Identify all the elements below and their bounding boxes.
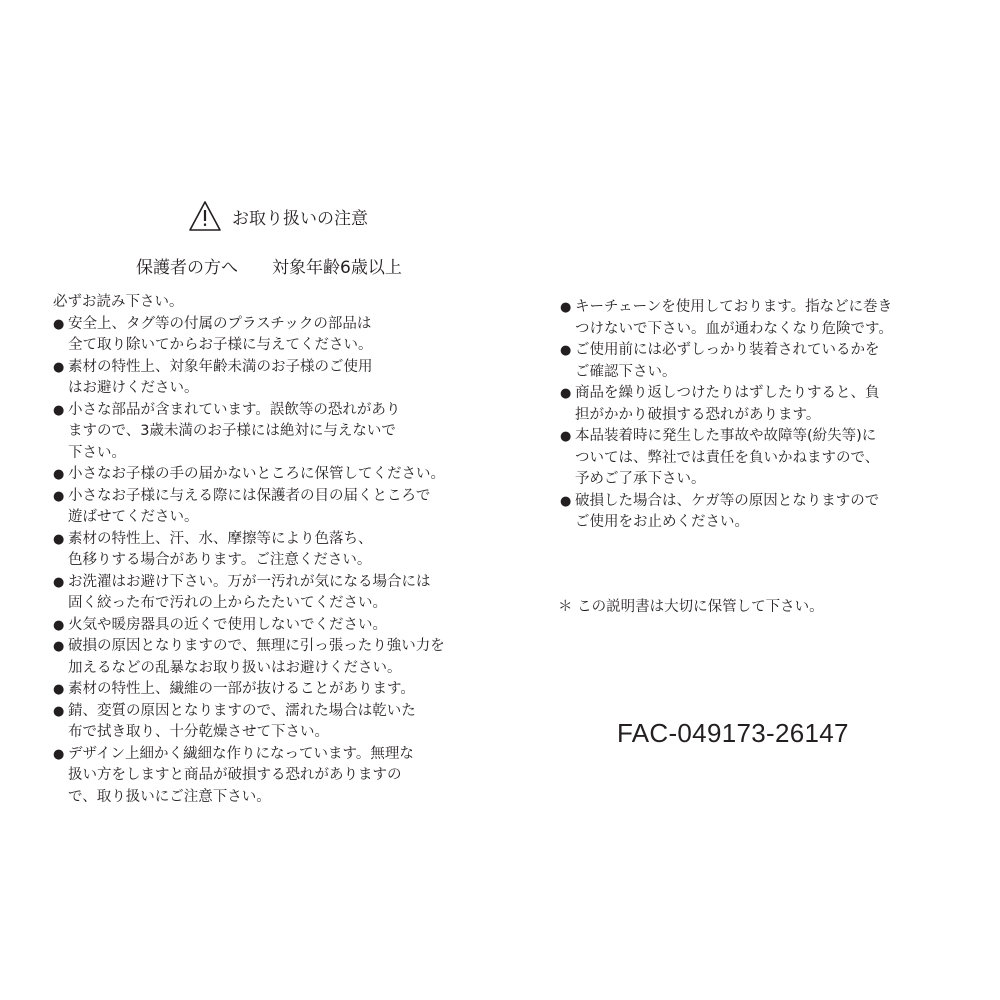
item-line: 扱い方をしますと商品が破損する恐れがありますの	[68, 767, 402, 783]
intro-text: 必ずお読み下さい。	[53, 294, 184, 310]
list-item	[53, 357, 483, 400]
item-line: 商品を繰り返しつけたりはずしたりすると、負	[575, 385, 880, 401]
bullet-dot: ●	[560, 300, 572, 315]
item-line: ますので、3歳未満のお子様には絶対に与えないで	[68, 423, 396, 439]
item-line: 固く絞った布で汚れの上からたたいてください。	[68, 595, 387, 611]
item-line: 素材の特性上、汗、水、摩擦等により色落ち、	[68, 530, 373, 547]
bullet-dot: ●	[53, 467, 65, 482]
item-line: ご使用をお止めください。	[575, 514, 749, 530]
item-text	[68, 679, 415, 701]
item-line: 色移りする場合があります。ご注意ください。	[68, 552, 372, 568]
item-line: デザイン上細かく繊細な作りになっています。無理な	[68, 745, 414, 762]
bullet-dot: ●	[53, 746, 65, 762]
item-line: ついては、弊社では責任を負いかねますので、	[575, 449, 880, 466]
bullet-dot: ●	[560, 343, 572, 358]
item-line: つけないで下さい。血が通わなくなり危険です。	[575, 320, 893, 337]
bullet-dot: ●	[53, 639, 65, 654]
bullet-dot: ●	[53, 316, 65, 332]
bullet-dot: ●	[53, 402, 65, 418]
item-text	[68, 529, 373, 572]
item-text	[575, 491, 879, 534]
left-column	[53, 292, 483, 808]
item-line: 加えるなどの乱暴なお取り扱いはお避けください。	[68, 659, 402, 676]
item-line: 破損した場合は、ケガ等の原因となりますので	[575, 492, 880, 509]
list-item	[53, 679, 483, 701]
list-item	[53, 314, 483, 357]
list-item	[53, 572, 483, 615]
item-line: ご使用前には必ずしっかり装着されているかを	[575, 342, 880, 358]
header	[188, 198, 368, 234]
bullet-dot: ●	[53, 359, 65, 375]
list-item	[560, 297, 960, 340]
list-item	[53, 529, 483, 572]
list-item	[53, 701, 483, 744]
list-item	[560, 340, 960, 383]
right-column	[560, 297, 960, 534]
item-text	[68, 400, 400, 465]
item-text	[575, 297, 893, 340]
item-line: はお避けください。	[68, 380, 199, 396]
bullet-dot: ●	[53, 574, 65, 590]
list-item	[53, 744, 483, 809]
page-subtitle: 保護者の方へ 対象年齢6歳以上	[136, 258, 402, 278]
item-line: 予めご了承下さい。	[575, 471, 706, 487]
item-text	[68, 744, 414, 809]
bullet-dot: ●	[560, 429, 572, 444]
item-line: 安全上、タグ等の付属のプラスチックの部品は	[68, 315, 372, 332]
item-line: お洗濯はお避け下さい。万が一汚れが気になる場合には	[68, 573, 431, 590]
item-text	[68, 464, 445, 486]
item-text	[68, 615, 387, 637]
item-text	[575, 426, 879, 491]
left-item-list	[53, 314, 483, 809]
list-item	[53, 615, 483, 637]
item-line: 遊ばせてください。	[68, 509, 199, 525]
right-item-list	[560, 297, 960, 534]
item-text	[68, 357, 373, 400]
item-line: 全て取り除いてからお子様に与えてください。	[68, 337, 373, 353]
item-text	[68, 314, 373, 357]
list-item	[560, 491, 960, 534]
page-title: お取り扱いの注意	[232, 208, 368, 229]
item-text	[575, 383, 880, 426]
list-item	[53, 636, 483, 679]
item-line: 小さなお子様の手の届かないところに保管してください。	[68, 466, 445, 482]
keep-note: ＊ この説明書は大切に保管して下さい。	[558, 599, 824, 615]
item-line: 素材の特性上、繊維の一部が抜けることがあります。	[68, 681, 415, 697]
list-item	[53, 400, 483, 465]
item-line: 布で拭き取り、十分乾燥させて下さい。	[68, 724, 329, 740]
item-line: 小さなお子様に与える際には保護者の目の届くところで	[68, 487, 431, 504]
list-item	[560, 426, 960, 491]
bullet-dot: ●	[560, 386, 572, 401]
item-text	[68, 701, 416, 744]
item-line: 破損の原因となりますので、無理に引っ張ったり強い力を	[68, 638, 445, 654]
bullet-dot: ●	[560, 493, 572, 509]
item-line: 小さな部品が含まれています。誤飲等の恐れがあり	[68, 401, 401, 418]
product-code: FAC-049173-26147	[617, 718, 849, 748]
bullet-dot: ●	[53, 531, 65, 547]
warning-triangle-icon	[188, 200, 222, 232]
item-line: で、取り扱いにご注意下さい。	[68, 788, 271, 805]
bullet-dot: ●	[53, 488, 65, 504]
item-line: ご確認下さい。	[575, 363, 677, 380]
item-line: 素材の特性上、対象年齢未満のお子様のご使用	[68, 358, 373, 375]
bullet-dot: ●	[53, 682, 65, 697]
item-text	[68, 636, 445, 679]
item-line: 本品装着時に発生した事故や故障等(紛失等)に	[575, 428, 877, 444]
item-line: 錆、変質の原因となりますので、濡れた場合は乾いた	[68, 702, 416, 719]
list-item	[53, 486, 483, 529]
bullet-dot: ●	[53, 703, 65, 719]
item-line: 担がかかり破損する恐れがあります。	[575, 406, 821, 423]
item-text	[575, 340, 880, 383]
item-line: キーチェーンを使用しております。指などに巻き	[575, 299, 893, 315]
item-line: 火気や暖房器具の近くで使用しないでください。	[68, 616, 387, 633]
list-item	[560, 383, 960, 426]
item-text	[68, 486, 430, 529]
item-line: 下さい。	[68, 444, 126, 461]
bullet-dot: ●	[53, 617, 65, 633]
item-text	[68, 572, 431, 615]
list-item	[53, 464, 483, 486]
